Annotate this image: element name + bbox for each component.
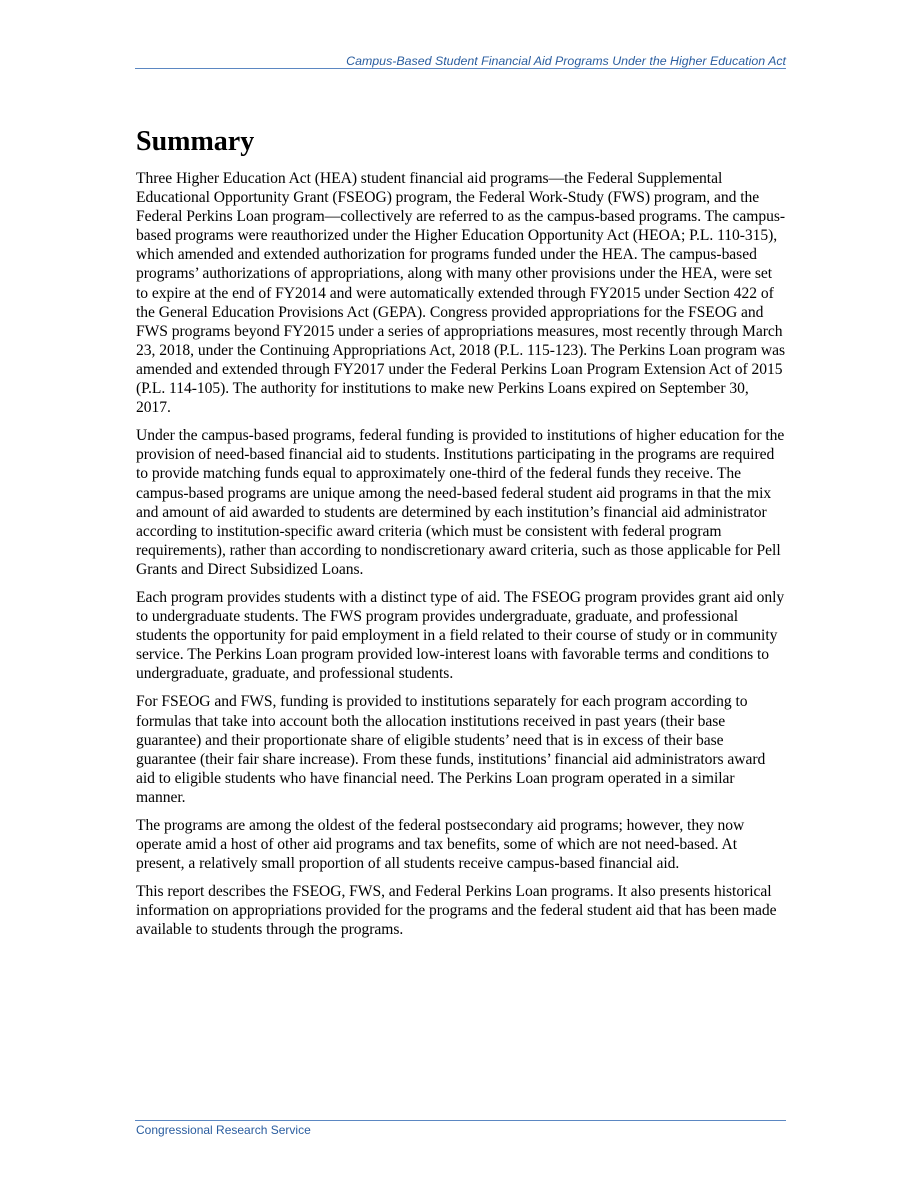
paragraph-4: For FSEOG and FWS, funding is provided to institutions separately for each program according to formulas that take into account both the allocation institutions received in past years (their base guarantee) and their proportionate share of eligible students’ need that is in excess of their base guarantee (their fair share increase). From these funds, institutions’ financial aid administrators award aid to eligible students who have financial need. The Perkins Loan program operated in a similar manner. — [136, 693, 766, 806]
paragraph-2: Under the campus-based programs, federal funding is provided to institutions of higher education for the provision of need-based financial aid to students. Institutions participating in the programs are required to provide matching funds equal to approximately one-third of the federal funds they receive. The campus-based programs are unique among the need-based federal student aid programs in that the mix and amount of aid awarded to students are determined by each institution’s financial aid administrator according to institution-specific award criteria (which must be consistent with federal program requirements), rather than according to nondiscretionary award criteria, such as those applicable for Pell Grants and Direct Subsidized Loans. — [136, 427, 785, 578]
footer-divider — [135, 1120, 786, 1121]
running-header-title: Campus-Based Student Financial Aid Programs Under the Higher Education Act — [346, 54, 786, 68]
paragraph-6: This report describes the FSEOG, FWS, and Federal Perkins Loan programs. It also presents historical information on appropriations provided for the programs and the federal student aid that has been made available to students through the programs. — [136, 883, 777, 939]
paragraph-1: Three Higher Education Act (HEA) student financial aid programs—the Federal Supplemental Educational Opportunity Grant (FSEOG) program, the Federal Work-Study (FWS) program, and the Federal Perkins Loan program—collectively are referred to as the campus-based programs. The campus-based programs were reauthorized under the Higher Education Opportunity Act (HEOA; P.L. 110-315), which amended and extended authorization for programs funded under the HEA. The campus-based programs’ authorizations of appropriations, along with many other provisions under the HEA, were set to expire at the end of FY2014 and were automatically extended through FY2015 under Section 422 of the General Education Provisions Act (GEPA). Congress provided appropriations for the FSEOG and FWS programs beyond FY2015 under a series of appropriations measures, most recently through March 23, 2018, under the Continuing Appropriations Act, 2018 (P.L. 115-123). The Perkins Loan program was amended and extended through FY2017 under the Federal Perkins Loan Program Extension Act of 2015 (P.L. 114-105). The authority for institutions to make new Perkins Loans expired on September 30, 2017. — [136, 170, 786, 417]
header-divider — [135, 68, 786, 69]
paragraph-3: Each program provides students with a distinct type of aid. The FSEOG program provides grant aid only to undergraduate students. The FWS program provides undergraduate, graduate, and professional students the opportunity for paid employment in a field related to their course of study or in community service. The Perkins Loan program provided low-interest loans with favorable terms and conditions to undergraduate, graduate, and professional students. — [136, 588, 785, 683]
paragraph-5: The programs are among the oldest of the federal postsecondary aid programs; however, they now operate amid a host of other aid programs and tax benefits, some of which are not need-based. At present, a relatively small proportion of all students receive campus-based financial aid. — [136, 817, 745, 873]
section-heading: Summary — [136, 126, 255, 157]
footer-organization: Congressional Research Service — [136, 1123, 311, 1137]
page-content — [136, 122, 786, 949]
